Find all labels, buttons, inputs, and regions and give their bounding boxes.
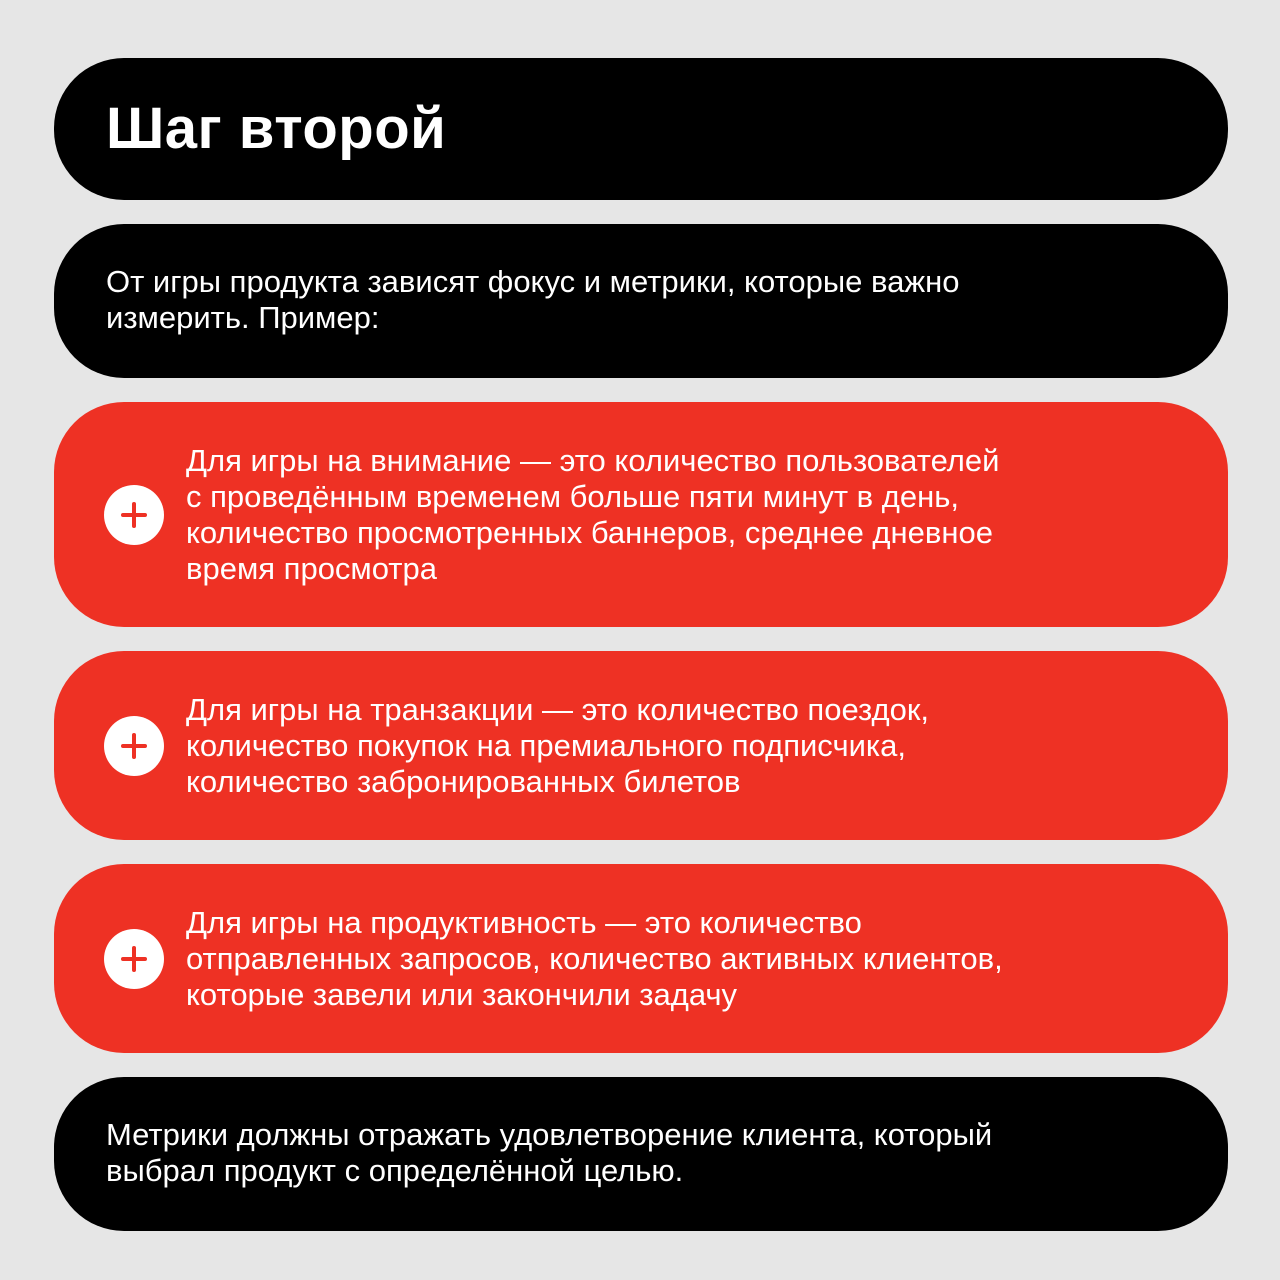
title-card xyxy=(54,58,1228,200)
item-card-transactions xyxy=(54,651,1228,840)
item-text-productivity: Для игры на продуктивность — это количество отправленных запросов, количество активных клиентов, которые завели или закончили задачу xyxy=(186,904,1003,1012)
item-text-attention: Для игры на внимание — это количество пользователей с проведённым временем больше пяти минут в день, количество просмотренных баннеров, среднее дневное время просмотра xyxy=(186,442,1000,586)
plus-icon xyxy=(104,485,164,545)
conclusion-card xyxy=(54,1077,1228,1231)
plus-icon xyxy=(104,929,164,989)
item-card-productivity xyxy=(54,864,1228,1053)
conclusion-text: Метрики должны отражать удовлетворение клиента, который выбрал продукт с определённой целью. xyxy=(106,1117,993,1188)
item-card-attention xyxy=(54,402,1228,627)
intro-card xyxy=(54,224,1228,378)
intro-text: От игры продукта зависят фокус и метрики, которые важно измерить. Пример: xyxy=(106,264,960,335)
plus-icon xyxy=(104,716,164,776)
page-title: Шаг второй xyxy=(106,96,447,161)
item-text-transactions: Для игры на транзакции — это количество поездок, количество покупок на премиального подписчика, количество забронированных билетов xyxy=(186,691,930,799)
